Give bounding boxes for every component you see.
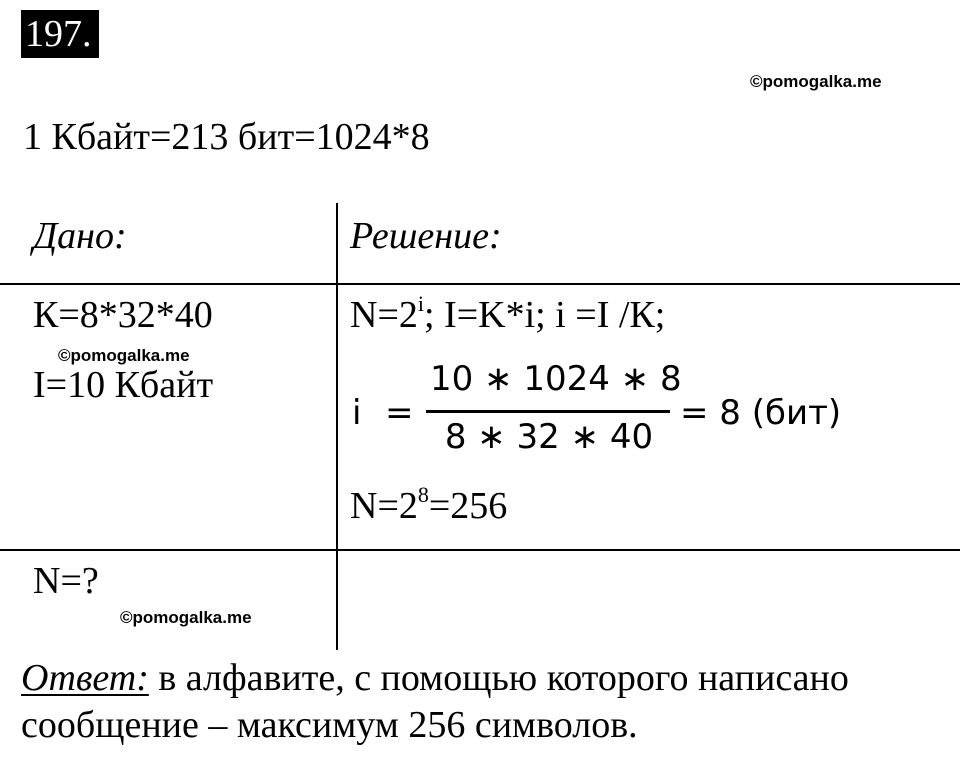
table-vertical-divider	[336, 203, 338, 650]
answer-label: Ответ:	[21, 657, 149, 699]
given-header: Дано:	[33, 215, 127, 257]
intro-line: 1 Кбайт=213 бит=1024*8	[23, 116, 430, 158]
table-bottom-divider	[0, 549, 960, 551]
solution-header: Решение:	[350, 215, 502, 257]
answer-line-2: сообщение – максимум 256 символов.	[21, 704, 638, 746]
formula-exponent: i	[417, 291, 424, 316]
fraction-result: = 8 (бит)	[680, 393, 842, 433]
watermark-middle: ©pomogalka.me	[58, 346, 190, 365]
given-unknown: N=?	[33, 560, 99, 602]
watermark-top: ©pomogalka.me	[750, 72, 882, 91]
n-exponent: 8	[417, 482, 429, 507]
given-i-value: I=10 Кбайт	[33, 364, 214, 406]
formula-rest: ; I=K*i; i =I /К;	[424, 294, 666, 336]
table-header-divider	[0, 283, 960, 285]
n-prefix: N=2	[350, 485, 418, 527]
answer-line-1	[21, 659, 849, 697]
solution-formula-line	[350, 291, 666, 336]
watermark-bottom: ©pomogalka.me	[120, 608, 252, 627]
fraction-i-label: i	[352, 393, 362, 433]
fraction-numerator: 10 ∗ 1024 ∗ 8	[430, 359, 682, 399]
given-k-value: К=8*32*40	[33, 294, 213, 336]
fraction-denominator: 8 ∗ 32 ∗ 40	[444, 417, 654, 457]
formula-prefix: N=2	[350, 294, 418, 336]
solution-n-result	[350, 482, 508, 527]
fraction-bar	[426, 410, 670, 413]
fraction-equals-sign: =	[385, 393, 414, 433]
n-rest: =256	[428, 485, 508, 527]
answer-text-1: в алфавите, с помощью которого написано	[148, 657, 849, 699]
problem-number-badge: 197.	[21, 10, 99, 58]
